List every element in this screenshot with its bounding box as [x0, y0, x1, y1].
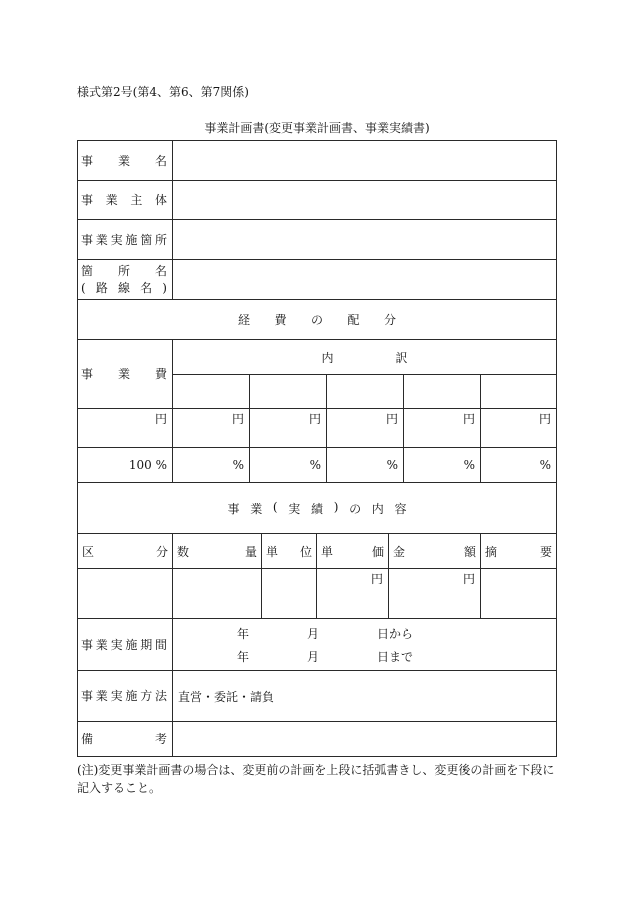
- breakdown-yen-unit: 円: [231, 412, 244, 426]
- remarks-label-cell: [78, 722, 173, 756]
- cost-allocation-heading: 経 費 の 配 分: [238, 313, 396, 327]
- column-header-amount: [389, 534, 481, 568]
- start-month-unit: 月: [307, 626, 320, 641]
- project-site-label-cell: [78, 220, 173, 259]
- project-site-label: 事 業 実 施 箇 所: [81, 232, 167, 247]
- amount-cell: [389, 569, 481, 618]
- end-month-unit: 月: [307, 649, 320, 664]
- total-percent-cell: [78, 448, 173, 482]
- quantity-cell: [173, 569, 262, 618]
- breakdown-percent-cell: [327, 448, 404, 482]
- project-name-label-cell: [78, 141, 173, 180]
- method-label-cell: [78, 671, 173, 721]
- content-heading-cell: [78, 483, 557, 533]
- column-header-label: 金 額: [393, 544, 476, 559]
- column-header-label: 数 量: [177, 544, 257, 559]
- yen-amount-row: [78, 409, 557, 448]
- method-label: 事 業 実 施 方 法: [81, 689, 167, 703]
- period-label-cell: [78, 619, 173, 670]
- breakdown-item-row: [173, 375, 557, 408]
- column-header-label: 単 価: [321, 544, 384, 559]
- amount-yen-unit: 円: [462, 572, 475, 586]
- project-cost-label: 事 業 費: [81, 367, 167, 381]
- period-end-line: [173, 645, 556, 668]
- method-value-cell: [173, 671, 557, 721]
- site-name-value-cell: [173, 260, 557, 299]
- cost-allocation-row: [78, 300, 557, 340]
- column-header-quantity: [173, 534, 262, 568]
- breakdown-item-cell: [404, 375, 481, 408]
- cost-allocation-heading-cell: [78, 300, 557, 339]
- total-yen-cell: [78, 409, 173, 447]
- footnote-line-2: 記入すること。: [77, 781, 162, 795]
- project-entity-label: 事 業 主 体: [81, 193, 167, 207]
- content-data-row: [78, 569, 557, 619]
- project-plan-table: [77, 140, 557, 757]
- unit-cell: [262, 569, 317, 618]
- method-row: [78, 671, 557, 722]
- breakdown-heading: 内 訳: [321, 350, 408, 365]
- content-columns-row: [78, 534, 557, 569]
- category-cell: [78, 569, 173, 618]
- end-day-unit: 日まで: [377, 649, 414, 664]
- period-start-line: [173, 622, 556, 645]
- route-name-label: ( 路 線 名 ): [81, 280, 167, 295]
- remarks-label: 備 考: [81, 732, 167, 746]
- project-entity-label-cell: [78, 181, 173, 219]
- project-site-row: [78, 220, 557, 260]
- footnote: [77, 761, 554, 797]
- unit-price-yen-unit: 円: [370, 572, 383, 586]
- project-entity-value-cell: [173, 181, 557, 219]
- column-header-label: 摘 要: [485, 544, 552, 559]
- footnote-line-1: (注)変更事業計画書の場合は、変更前の計画を上段に括弧書きし、変更後の計画を下段に: [77, 763, 555, 777]
- breakdown-heading-cell: [173, 340, 557, 375]
- breakdown-item-cell: [481, 375, 557, 408]
- breakdown-item-cell: [327, 375, 404, 408]
- breakdown-yen-cell: [327, 409, 404, 447]
- total-yen-unit: 円: [154, 412, 167, 426]
- breakdown-percent-unit: %: [386, 458, 398, 472]
- content-heading-row: [78, 483, 557, 534]
- form-number: 様式第2号(第4、第6、第7関係): [77, 85, 249, 99]
- percent-row: [78, 448, 557, 483]
- column-header-label: 単 位: [266, 544, 312, 559]
- column-header-category: [78, 534, 173, 568]
- column-header-remarks: [481, 534, 557, 568]
- breakdown-percent-unit: %: [232, 458, 244, 472]
- document-title: 事業計画書(変更事業計画書、事業実績書): [204, 121, 430, 135]
- site-name-label: 箇 所 名: [81, 263, 167, 278]
- breakdown-percent-cell: [404, 448, 481, 482]
- breakdown-yen-cell: [404, 409, 481, 447]
- breakdown-percent-unit: %: [539, 458, 551, 472]
- breakdown-percent-unit: %: [463, 458, 475, 472]
- site-name-label-cell: [78, 260, 173, 299]
- remarks-cell: [481, 569, 557, 618]
- breakdown-yen-cell: [173, 409, 250, 447]
- site-name-row: [78, 260, 557, 300]
- project-name-label: 事 業 名: [81, 153, 167, 168]
- remarks-row: [78, 722, 557, 757]
- breakdown-yen-cell: [250, 409, 327, 447]
- breakdown-yen-unit: 円: [308, 412, 321, 426]
- breakdown-yen-cell: [481, 409, 557, 447]
- breakdown-yen-unit: 円: [538, 412, 551, 426]
- project-entity-row: [78, 181, 557, 220]
- project-name-value-cell: [173, 141, 557, 180]
- breakdown-yen-unit: 円: [385, 412, 398, 426]
- period-label: 事 業 実 施 期 間: [81, 637, 167, 652]
- breakdown-item-cell: [173, 375, 250, 408]
- remarks-value-cell: [173, 722, 557, 756]
- project-cost-label-cell: [78, 340, 173, 408]
- project-site-value-cell: [173, 220, 557, 259]
- total-percent: 100 %: [128, 458, 167, 472]
- start-year-unit: 年: [237, 626, 250, 641]
- breakdown-percent-cell: [250, 448, 327, 482]
- breakdown-percent-unit: %: [309, 458, 321, 472]
- project-name-row: [78, 141, 557, 181]
- period-value-cell: [173, 619, 557, 670]
- column-header-unit-price: [317, 534, 389, 568]
- content-heading: 事 業 ( 実 績 ) の 内 容: [227, 499, 407, 516]
- method-options: 直営・委託・請負: [178, 689, 275, 704]
- breakdown-percent-cell: [173, 448, 250, 482]
- column-header-label: 区 分: [82, 544, 168, 559]
- cost-breakdown-block: [173, 340, 557, 408]
- period-row: [78, 619, 557, 671]
- column-header-unit: [262, 534, 317, 568]
- end-year-unit: 年: [237, 649, 250, 664]
- start-day-unit: 日から: [377, 626, 414, 641]
- unit-price-cell: [317, 569, 389, 618]
- breakdown-percent-cell: [481, 448, 557, 482]
- project-cost-row: [78, 340, 557, 409]
- breakdown-item-cell: [250, 375, 327, 408]
- breakdown-yen-unit: 円: [462, 412, 475, 426]
